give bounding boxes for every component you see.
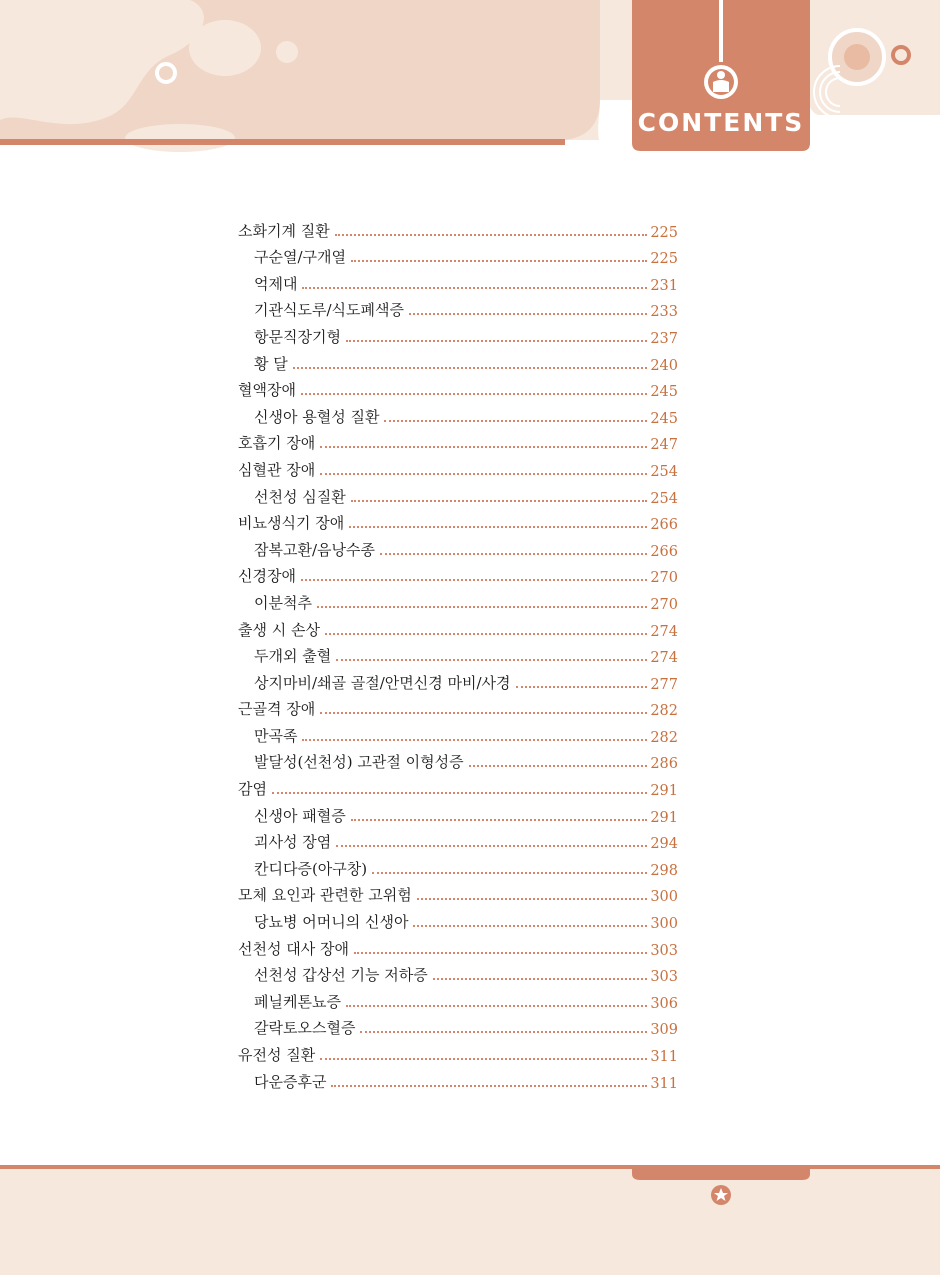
toc-entry-page: 300 [650, 916, 678, 933]
toc-entry-label: 신경장애 [238, 567, 296, 586]
toc-entry-label: 호흡기 장애 [238, 434, 316, 453]
toc-entry[interactable] [238, 932, 678, 959]
toc-leader-dots [349, 526, 647, 528]
toc-entry-label: 두개외 출혈 [254, 647, 332, 666]
toc-leader-dots [469, 765, 648, 767]
toc-entry-page: 233 [650, 304, 678, 321]
toc-leader-dots [409, 313, 647, 315]
toc-entry[interactable] [238, 320, 678, 347]
toc-entry[interactable] [238, 374, 678, 401]
toc-entry[interactable] [238, 746, 678, 773]
toc-entry[interactable] [238, 427, 678, 454]
toc-entry[interactable] [238, 826, 678, 853]
toc-entry[interactable] [238, 1065, 678, 1092]
toc-leader-dots [336, 659, 647, 661]
toc-entry-label: 감염 [238, 780, 267, 799]
toc-entry[interactable] [238, 480, 678, 507]
toc-entry[interactable] [238, 772, 678, 799]
toc-leader-dots [380, 553, 647, 555]
toc-entry[interactable] [238, 507, 678, 534]
toc-leader-dots [320, 446, 647, 448]
toc-entry[interactable] [238, 347, 678, 374]
toc-entry-page: 291 [650, 783, 678, 800]
toc-entry-label: 페닐케톤뇨증 [254, 992, 341, 1011]
toc-entry[interactable] [238, 400, 678, 427]
toc-entry-label: 유전성 질환 [238, 1046, 316, 1064]
toc-entry-label: 근골격 장애 [238, 700, 316, 719]
toc-entry-page: 306 [650, 995, 678, 1012]
toc-entry-page: 274 [650, 623, 678, 640]
toc-entry[interactable] [238, 693, 678, 720]
page-title: CONTENTS [637, 108, 805, 137]
toc-leader-dots [372, 872, 647, 874]
toc-entry-label: 괴사성 장염 [254, 833, 332, 852]
toc-entry[interactable] [238, 985, 678, 1012]
toc-entry-page: 291 [650, 809, 678, 826]
toc-entry-page: 270 [650, 570, 678, 587]
toc-leader-dots [516, 686, 648, 688]
toc-leader-dots [433, 978, 648, 980]
toc-entry-page: 274 [650, 650, 678, 667]
toc-entry-page: 309 [650, 1022, 678, 1039]
toc-entry[interactable] [238, 959, 678, 986]
toc-entry-label: 상지마비/쇄골 골절/안면신경 마비/사경 [254, 673, 511, 692]
toc-leader-dots [413, 925, 647, 927]
toc-leader-dots [301, 579, 647, 581]
toc-entry-label: 구순열/구개열 [254, 248, 346, 267]
toc-entry-label: 만곡족 [254, 726, 298, 745]
toc-leader-dots [336, 845, 647, 847]
toc-entry-page: 225 [650, 251, 678, 268]
toc-entry[interactable] [238, 879, 678, 906]
toc-leader-dots [320, 1058, 647, 1060]
toc-entry-page: 282 [650, 703, 678, 720]
toc-leader-dots [417, 898, 648, 900]
toc-entry-label: 황 달 [254, 354, 288, 373]
toc-entry-label: 소화기계 질환 [238, 221, 330, 240]
toc-entry-page: 270 [650, 596, 678, 613]
toc-entry-page: 294 [650, 836, 678, 853]
toc-leader-dots [335, 234, 648, 236]
toc-leader-dots [320, 473, 647, 475]
toc-entry[interactable] [238, 560, 678, 587]
toc-entry-label: 발달성(선천성) 고관절 이형성증 [254, 753, 464, 772]
toc-leader-dots [302, 287, 647, 289]
toc-entry-page: 282 [650, 729, 678, 746]
toc-entry-page: 300 [650, 889, 678, 906]
toc-leader-dots [351, 260, 647, 262]
toc-leader-dots [351, 500, 648, 502]
toc-entry-page: 245 [650, 410, 678, 427]
toc-leader-dots [360, 1031, 647, 1033]
person-icon [704, 65, 738, 99]
toc-entry[interactable] [238, 799, 678, 826]
toc-entry-label: 칸디다증(아구창) [254, 859, 368, 878]
toc-entry-label: 신생아 패혈증 [254, 806, 346, 825]
toc-entry-label: 잠복고환/음낭수종 [254, 540, 375, 559]
toc-leader-dots [293, 367, 648, 369]
toc-entry-page: 254 [650, 490, 678, 507]
toc-entry-label: 기관식도루/식도폐색증 [254, 301, 404, 320]
toc-entry[interactable] [238, 241, 678, 268]
toc-entry[interactable] [238, 453, 678, 480]
toc-leader-dots [346, 340, 647, 342]
toc-entry[interactable] [238, 905, 678, 932]
toc-entry-label: 억제대 [254, 274, 298, 293]
toc-entry-page: 225 [650, 224, 678, 241]
toc-entry-page: 286 [650, 756, 678, 773]
toc-entry[interactable] [238, 640, 678, 667]
toc-leader-dots [346, 1005, 647, 1007]
toc-entry-label: 선천성 심질환 [254, 487, 346, 506]
toc-entry-label: 항문직장기형 [254, 327, 341, 346]
toc-entry[interactable] [238, 294, 678, 321]
toc-entry-label: 혈액장애 [238, 381, 296, 400]
toc-entry-page: 231 [650, 277, 678, 294]
toc-entry-page: 303 [650, 942, 678, 959]
toc-leader-dots [384, 420, 647, 422]
toc-entry-label: 심혈관 장애 [238, 460, 316, 479]
table-of-contents [238, 214, 678, 1092]
toc-entry[interactable] [238, 267, 678, 294]
toc-leader-dots [351, 819, 648, 821]
toc-entry-page: 277 [650, 676, 678, 693]
toc-entry-label: 당뇨병 어머니의 신생아 [254, 913, 409, 932]
toc-entry-label: 모체 요인과 관련한 고위험 [238, 886, 412, 905]
toc-entry[interactable] [238, 1012, 678, 1039]
toc-entry-label: 신생아 용혈성 질환 [254, 407, 380, 426]
toc-entry-page: 254 [650, 463, 678, 480]
toc-leader-dots [325, 633, 647, 635]
toc-entry-label: 선천성 대사 장애 [238, 939, 349, 958]
toc-leader-dots [354, 952, 647, 954]
toc-entry[interactable] [238, 1038, 678, 1065]
toc-leader-dots [331, 1085, 647, 1087]
toc-entry[interactable] [238, 666, 678, 693]
toc-leader-dots [302, 739, 647, 741]
toc-entry-page: 247 [650, 437, 678, 454]
toc-entry-page: 266 [650, 517, 678, 534]
toc-entry-label: 선천성 갑상선 기능 저하증 [254, 966, 428, 985]
toc-entry-page: 311 [650, 1049, 678, 1065]
toc-entry[interactable] [238, 586, 678, 613]
toc-entry-page: 237 [650, 330, 678, 347]
toc-entry-label: 갈락토오스혈증 [254, 1019, 356, 1038]
toc-entry[interactable] [238, 719, 678, 746]
toc-leader-dots [317, 606, 647, 608]
toc-entry[interactable] [238, 613, 678, 640]
page-header [0, 0, 940, 160]
footer-decoration [0, 1160, 940, 1275]
toc-entry-label: 출생 시 손상 [238, 620, 320, 639]
toc-entry-page: 240 [650, 357, 678, 374]
toc-leader-dots [272, 792, 647, 794]
toc-entry[interactable] [238, 214, 678, 241]
toc-entry-page: 303 [650, 969, 678, 986]
page-footer [0, 1160, 940, 1275]
toc-entry-page: 298 [650, 862, 678, 879]
toc-entry-label: 이분척추 [254, 593, 312, 612]
toc-entry-label: 비뇨생식기 장애 [238, 514, 345, 533]
toc-entry-page: 245 [650, 384, 678, 401]
toc-entry-label: 다운증후군 [254, 1072, 327, 1091]
toc-entry[interactable] [238, 533, 678, 560]
toc-entry-page: 266 [650, 543, 678, 560]
toc-entry[interactable] [238, 852, 678, 879]
toc-leader-dots [320, 712, 647, 714]
toc-leader-dots [301, 393, 647, 395]
toc-entry-page: 311 [650, 1075, 678, 1092]
